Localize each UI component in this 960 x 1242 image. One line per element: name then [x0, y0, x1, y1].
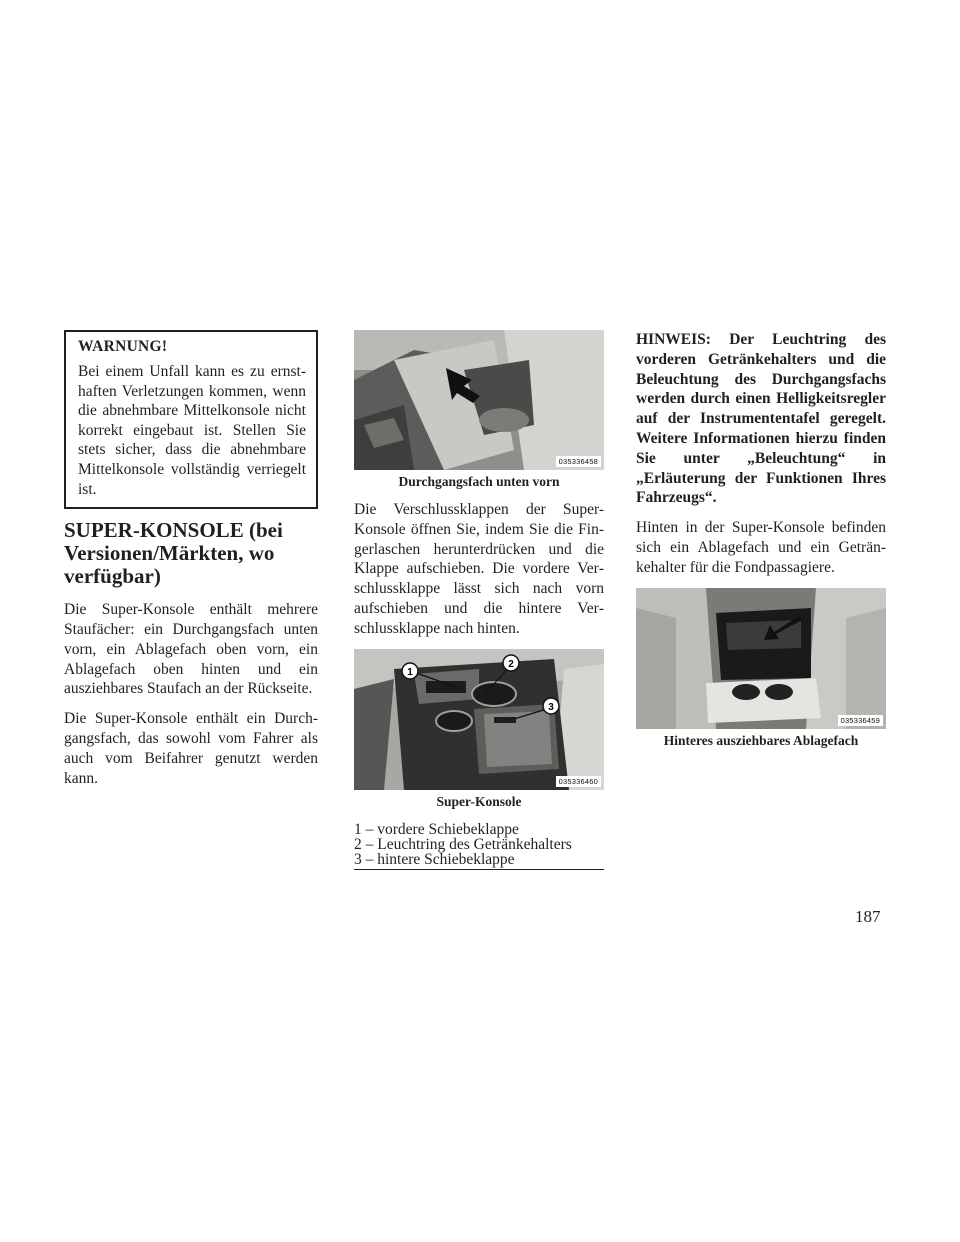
- callout-3: [543, 698, 559, 714]
- warning-text: Bei einem Unfall kann es zu ernsthaften Verletzungen kommen, wenn die abnehmbare Mittelkonsole nicht korrekt eingebaut ist. Stellen Sie stets sicher, dass die abnehmbare Mittelkonsole vollständig verriegelt ist.: [78, 363, 306, 498]
- section-heading: SUPER-KONSOLE (bei Versionen/Märkten, wo verfügbar): [64, 518, 283, 589]
- note-paragraph: HINWEIS: Der Leuchtring des vorderen Getränkehalters und die Beleuchtung des Durchgangsfachs werden durch einen Helligkeitsregler auf der Instrumententafel geregelt. Weitere Informationen hierzu finden Sie unter „Beleuchtung“ in „Erläuterung der Funktionen Ihres Fahrzeugs“.: [636, 331, 886, 507]
- callout-2: [503, 655, 519, 671]
- pass-through-tray-illustration: [354, 330, 604, 470]
- legend-item: 3 – hintere Schiebeklappe: [354, 850, 515, 868]
- image-id: 035336459: [838, 715, 883, 726]
- callouts-overlay: [354, 649, 604, 790]
- left-column: [64, 330, 318, 798]
- callout-1: [402, 663, 418, 679]
- right-column: [636, 330, 886, 759]
- legend-divider: [354, 869, 604, 870]
- rear-tray-illustration: [636, 588, 886, 729]
- middle-column: [354, 330, 604, 870]
- figure-legend: [354, 822, 604, 870]
- body-paragraph: Die Super-Konsole enthält mehrere Staufächer: ein Durchgangsfach unten vorn, ein Ablagefach oben vorn, ein Ablagefach oben hinten und ein ausziehbares Staufach an der Rückseite.: [64, 601, 318, 698]
- image-id: 035336460: [556, 776, 601, 787]
- page-number: 187: [855, 907, 881, 926]
- svg-text:1: 1: [407, 666, 413, 678]
- photo-pass-through-tray: [354, 330, 604, 470]
- svg-text:2: 2: [508, 658, 514, 670]
- legend-item: 2 – Leuchtring des Getränkehalters: [354, 835, 572, 853]
- body-paragraph: Die Verschlussklappen der Super-Konsole öffnen Sie, indem Sie die Fingerlaschen herunterdrücken und die Klappe aufschieben. Die vordere Verschlussklappe lässt sich nach vorn aufschieben und die hintere Verschlussklappe nach hinten.: [354, 501, 604, 637]
- photo-super-console: [354, 649, 604, 790]
- figure-caption: Super-Konsole: [436, 793, 522, 809]
- photo-rear-tray: [636, 588, 886, 729]
- body-paragraph: Hinten in der Super-Konsole befinden sich ein Ablagefach und ein Getränkehalter für die Fondpassagiere.: [636, 519, 886, 576]
- body-paragraph: Die Super-Konsole enthält ein Durchgangsfach, das sowohl vom Fahrer als auch vom Beifahrer genutzt werden kann.: [64, 710, 318, 787]
- figure-caption: Durchgangsfach unten vorn: [398, 474, 560, 489]
- figure-caption: Hinteres ausziehbares Ablagefach: [663, 732, 859, 748]
- warning-title: WARNUNG!: [78, 338, 168, 355]
- image-id: 035336458: [556, 456, 601, 467]
- svg-text:3: 3: [548, 701, 554, 713]
- legend-item: 1 – vordere Schiebeklappe: [354, 820, 519, 838]
- warning-box: [64, 330, 318, 509]
